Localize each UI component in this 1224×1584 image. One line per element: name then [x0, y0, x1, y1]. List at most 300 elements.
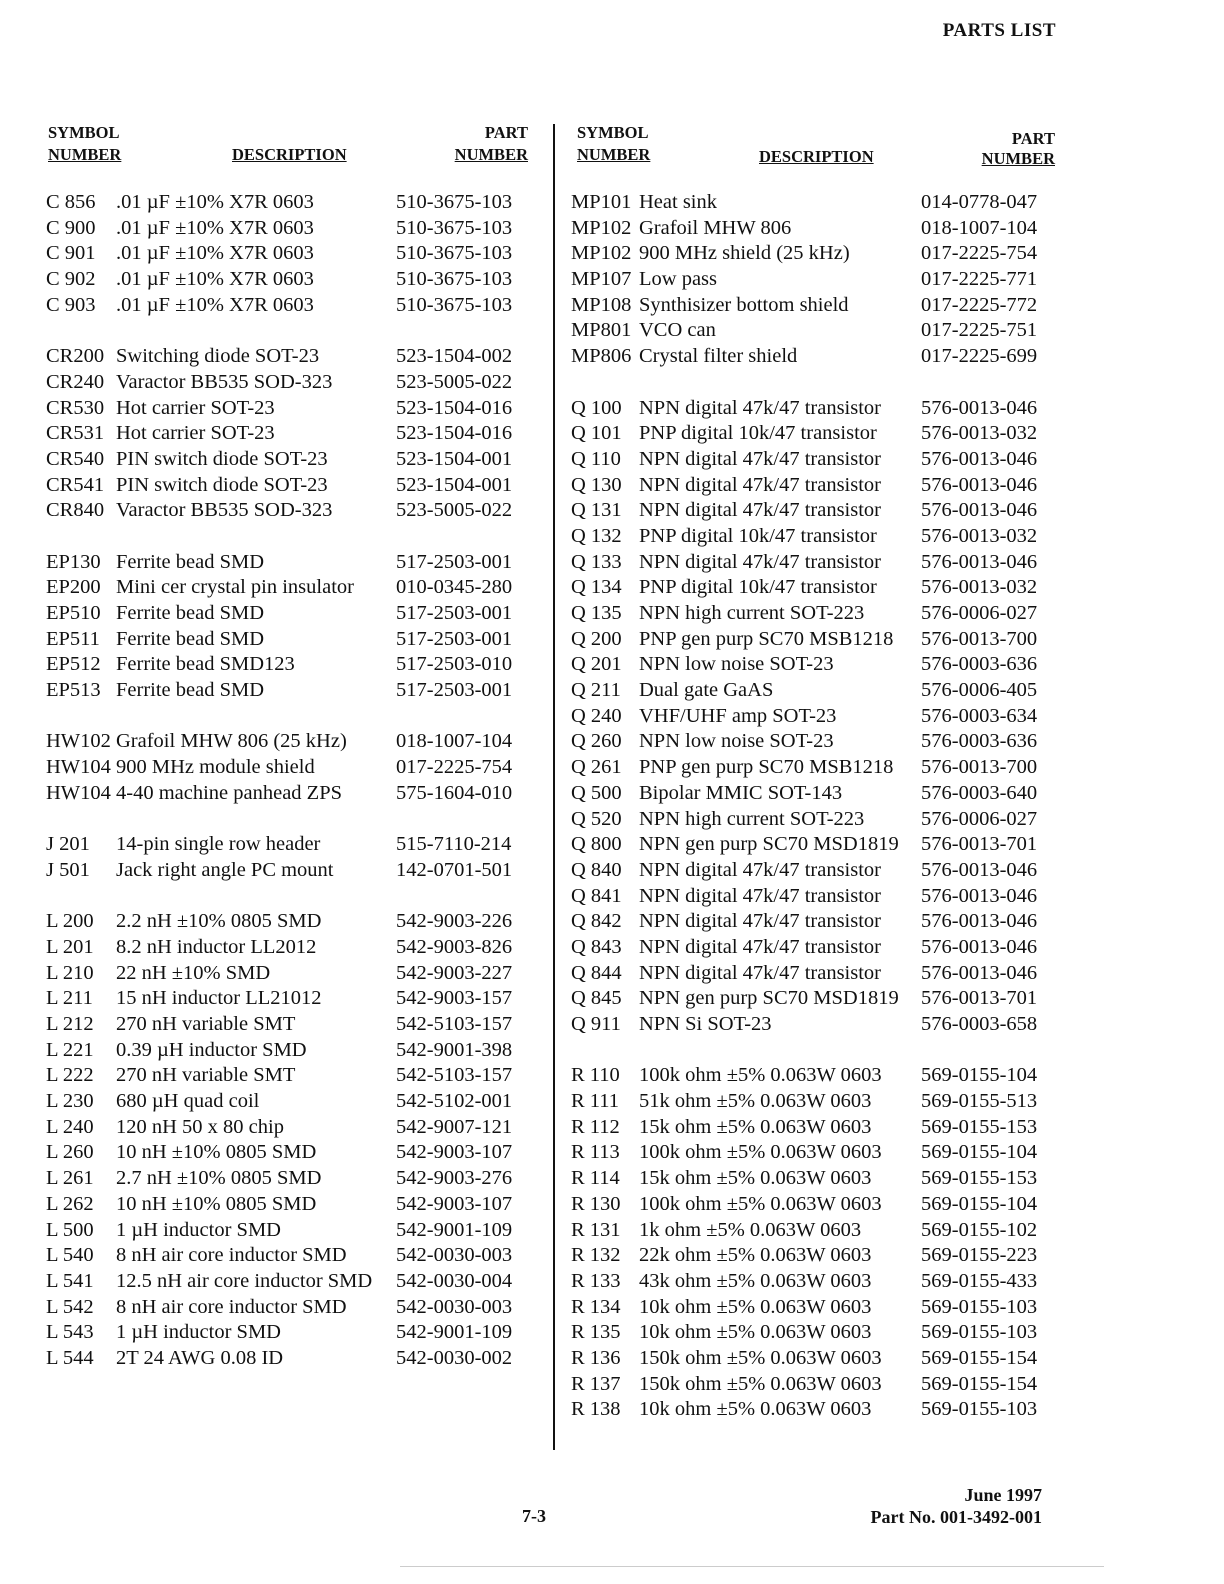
part-row [563, 267, 1063, 293]
part-row [563, 704, 1063, 730]
symbol-number: MP102 [571, 216, 632, 239]
part-row [40, 1218, 532, 1244]
part-number: 569-0155-153 [921, 1167, 1038, 1190]
part-description: 8.2 nH inductor LL2012 [116, 935, 317, 958]
part-number: 010-0345-280 [396, 576, 513, 599]
symbol-number: C 856 [46, 191, 96, 213]
part-description: 2T 24 AWG 0.08 ID [116, 1346, 284, 1369]
part-number: 576-0003-658 [921, 1013, 1038, 1035]
symbol-number: CR531 [46, 422, 105, 445]
part-number: 542-9001-109 [396, 1218, 513, 1241]
part-number: 569-0155-433 [921, 1269, 1038, 1292]
symbol-number: Q 130 [571, 473, 622, 496]
symbol-number: Q 840 [571, 858, 622, 881]
symbol-number: Q 261 [571, 756, 622, 779]
part-description: NPN Si SOT-23 [639, 1013, 772, 1035]
symbol-number: C 900 [46, 216, 96, 239]
part-description: 0.39 µH inductor SMD [116, 1038, 307, 1061]
part-row [40, 729, 532, 755]
part-number: 576-0013-700 [921, 627, 1038, 650]
part-number: 569-0155-154 [921, 1372, 1038, 1395]
part-row [563, 1218, 1063, 1244]
part-number: 569-0155-513 [921, 1090, 1038, 1113]
part-description: PIN switch diode SOT-23 [116, 473, 328, 496]
part-description: Varactor BB535 SOD-323 [116, 499, 333, 522]
part-number: 523-5005-022 [396, 370, 513, 393]
part-row [563, 601, 1063, 627]
symbol-number: L 260 [46, 1141, 94, 1164]
symbol-number: Q 101 [571, 422, 622, 445]
part-description: 51k ohm ±5% 0.063W 0603 [639, 1090, 872, 1113]
part-description: 22k ohm ±5% 0.063W 0603 [639, 1244, 872, 1267]
footer-part-number: Part No. 001-3492-001 [870, 1507, 1042, 1527]
symbol-number: EP130 [46, 550, 101, 573]
symbol-number: MP107 [571, 268, 632, 291]
symbol-number: R 111 [571, 1090, 620, 1113]
symbol-number: Q 800 [571, 833, 622, 856]
part-row [40, 832, 532, 858]
part-description: PNP gen purp SC70 MSB1218 [639, 756, 894, 779]
symbol-number: L 222 [46, 1064, 94, 1087]
symbol-number: Q 500 [571, 781, 622, 804]
column-header [563, 118, 1063, 180]
symbol-number: Q 135 [571, 602, 622, 624]
part-row [40, 678, 532, 704]
part-description: .01 µF ±10% X7R 0603 [116, 216, 314, 239]
symbol-number: Q 110 [571, 447, 621, 470]
part-row [40, 575, 532, 601]
part-number: 510-3675-103 [396, 191, 513, 213]
part-number: 542-0030-003 [396, 1295, 513, 1318]
part-number: 018-1007-104 [396, 730, 513, 753]
part-description: Ferrite bead SMD [116, 550, 265, 573]
part-number: 576-0013-701 [921, 987, 1038, 1010]
part-row [40, 1063, 532, 1089]
part-row [563, 781, 1063, 807]
part-header-bottom-text: NUMBER [454, 145, 528, 164]
symbol-header-top: SYMBOL [48, 123, 120, 142]
part-description: Hot carrier SOT-23 [116, 396, 275, 419]
symbol-number: C 902 [46, 268, 96, 291]
part-description: PNP gen purp SC70 MSB1218 [639, 627, 894, 650]
symbol-number: Q 201 [571, 653, 622, 676]
symbol-number: EP511 [46, 627, 100, 650]
column-divider [553, 124, 555, 1450]
symbol-number: EP200 [46, 576, 101, 599]
part-description: NPN high current SOT-223 [639, 807, 865, 830]
symbol-number: R 135 [571, 1321, 621, 1344]
part-row [563, 293, 1063, 319]
part-row [563, 1372, 1063, 1398]
part-description: Low pass [639, 268, 718, 291]
part-number: 523-1504-016 [396, 422, 513, 445]
part-number: 576-0013-046 [921, 910, 1038, 933]
part-description: .01 µF ±10% X7R 0603 [116, 293, 314, 316]
part-number: 517-2503-001 [396, 679, 513, 702]
symbol-number: CR540 [46, 447, 105, 470]
part-description: Ferrite bead SMD [116, 602, 265, 624]
part-row [40, 473, 532, 499]
symbol-number: L 221 [46, 1038, 94, 1061]
symbol-number: R 110 [571, 1064, 620, 1087]
part-number: 523-1504-002 [396, 345, 513, 368]
symbol-number: MP102 [571, 242, 632, 265]
part-number: 542-5103-157 [396, 1013, 513, 1035]
symbol-number: R 137 [571, 1372, 621, 1395]
part-row [563, 575, 1063, 601]
part-row [563, 935, 1063, 961]
symbol-number: L 200 [46, 910, 94, 933]
part-number: 569-0155-154 [921, 1346, 1038, 1369]
part-row [40, 396, 532, 422]
part-description: Grafoil MHW 806 (25 kHz) [116, 730, 347, 753]
description-header-text: DESCRIPTION [232, 145, 347, 164]
part-description: NPN digital 47k/47 transistor [639, 499, 882, 522]
part-number: 542-9003-107 [396, 1141, 513, 1164]
page-title: PARTS LIST [942, 20, 1056, 41]
part-description: 10k ohm ±5% 0.063W 0603 [639, 1295, 872, 1318]
part-row [563, 909, 1063, 935]
part-number: 523-1504-001 [396, 447, 513, 470]
part-header-bottom [455, 144, 528, 165]
part-row [563, 858, 1063, 884]
symbol-number: HW104 [46, 781, 111, 804]
part-number: 523-1504-016 [396, 396, 513, 419]
part-description: NPN digital 47k/47 transistor [639, 550, 882, 573]
part-number: 576-0013-701 [921, 833, 1038, 856]
part-row [40, 1346, 532, 1372]
part-description: 8 nH air core inductor SMD [116, 1244, 347, 1267]
part-number: 569-0155-103 [921, 1321, 1038, 1344]
part-row [40, 1269, 532, 1295]
symbol-number: Q 132 [571, 524, 622, 547]
part-number: 542-9003-276 [396, 1167, 513, 1190]
part-row [563, 986, 1063, 1012]
symbol-number: R 133 [571, 1269, 621, 1292]
symbol-number: Q 843 [571, 935, 622, 958]
part-description: 10k ohm ±5% 0.063W 0603 [639, 1321, 872, 1344]
section-spacer [563, 370, 1063, 396]
part-row [40, 1295, 532, 1321]
part-row [40, 1140, 532, 1166]
symbol-number: L 500 [46, 1218, 94, 1241]
symbol-number: Q 842 [571, 910, 622, 933]
part-number: 517-2503-001 [396, 602, 513, 624]
part-row [563, 807, 1063, 833]
part-row [40, 447, 532, 473]
part-row [40, 1038, 532, 1064]
part-number: 569-0155-102 [921, 1218, 1038, 1241]
part-row [563, 1089, 1063, 1115]
part-number: 576-0013-032 [921, 576, 1038, 599]
part-description: Ferrite bead SMD [116, 627, 265, 650]
part-row [563, 318, 1063, 344]
part-number: 576-0013-046 [921, 499, 1038, 522]
part-description: 1k ohm ±5% 0.063W 0603 [639, 1218, 862, 1241]
symbol-number: CR530 [46, 396, 105, 419]
part-description: 1 µH inductor SMD [116, 1321, 281, 1344]
part-row [40, 1243, 532, 1269]
part-row [563, 498, 1063, 524]
part-description: VCO can [639, 319, 716, 342]
symbol-number: L 211 [46, 987, 93, 1010]
part-header-top: PART [1011, 129, 1055, 148]
symbol-number: R 131 [571, 1218, 621, 1241]
symbol-number: MP806 [571, 345, 632, 368]
symbol-number: L 543 [46, 1321, 94, 1344]
part-description: PNP digital 10k/47 transistor [639, 422, 877, 445]
part-row [40, 267, 532, 293]
part-row [40, 627, 532, 653]
symbol-number: CR541 [46, 473, 105, 496]
part-description: NPN gen purp SC70 MSD1819 [639, 833, 899, 856]
part-number: 515-7110-214 [396, 833, 512, 856]
symbol-number: EP513 [46, 679, 101, 702]
part-description: 100k ohm ±5% 0.063W 0603 [639, 1141, 882, 1164]
part-row [40, 241, 532, 267]
symbol-number: Q 260 [571, 730, 622, 753]
section-spacer [563, 1038, 1063, 1064]
symbol-number: L 261 [46, 1167, 94, 1190]
part-number: 576-0013-046 [921, 447, 1038, 470]
part-row [40, 1089, 532, 1115]
part-description: Mini cer crystal pin insulator [116, 576, 354, 599]
part-row [40, 344, 532, 370]
symbol-number: R 112 [571, 1115, 620, 1138]
part-number: 542-5102-001 [396, 1090, 513, 1113]
symbol-number: Q 845 [571, 987, 622, 1010]
symbol-number: L 541 [46, 1269, 94, 1292]
part-row [563, 961, 1063, 987]
part-number: 523-5005-022 [396, 499, 513, 522]
part-number: 542-9007-121 [396, 1115, 513, 1138]
symbol-number: R 114 [571, 1167, 620, 1190]
part-number: 018-1007-104 [921, 216, 1038, 239]
part-row [563, 1397, 1063, 1423]
part-number: 017-2225-771 [921, 268, 1038, 291]
part-number: 569-0155-103 [921, 1398, 1038, 1421]
part-row [40, 1115, 532, 1141]
part-number: 575-1604-010 [396, 781, 513, 804]
part-number: 569-0155-103 [921, 1295, 1038, 1318]
part-number: 523-1504-001 [396, 473, 513, 496]
parts-column-left [40, 118, 532, 1372]
part-number: 569-0155-104 [921, 1064, 1038, 1087]
symbol-number: Q 844 [571, 961, 622, 984]
symbol-number: MP101 [571, 191, 632, 213]
symbol-number: R 130 [571, 1192, 621, 1215]
part-row [563, 1295, 1063, 1321]
part-number: 542-9001-109 [396, 1321, 513, 1344]
part-description: 15 nH inductor LL21012 [116, 987, 322, 1010]
part-number: 569-0155-104 [921, 1192, 1038, 1215]
part-row [40, 421, 532, 447]
part-row [40, 1166, 532, 1192]
symbol-number: Q 131 [571, 499, 622, 522]
part-number: 517-2503-001 [396, 550, 513, 573]
part-description: 10 nH ±10% 0805 SMD [116, 1141, 317, 1164]
part-number: 017-2225-754 [921, 242, 1038, 265]
symbol-number: Q 100 [571, 396, 622, 419]
part-row [563, 627, 1063, 653]
part-description: NPN low noise SOT-23 [639, 730, 834, 753]
part-header-bottom [982, 148, 1055, 169]
part-number: 576-0013-032 [921, 422, 1038, 445]
part-number: 542-5103-157 [396, 1064, 513, 1087]
part-number: 510-3675-103 [396, 268, 513, 291]
symbol-number: EP512 [46, 653, 101, 676]
part-row [40, 909, 532, 935]
part-row [563, 1166, 1063, 1192]
part-description: NPN digital 47k/47 transistor [639, 396, 882, 419]
symbol-header-bottom [577, 144, 650, 165]
part-number: 576-0013-046 [921, 473, 1038, 496]
footer-date: June 1997 [964, 1485, 1042, 1505]
part-description: 4-40 machine panhead ZPS [116, 781, 343, 804]
section-spacer [40, 884, 532, 910]
symbol-number: Q 200 [571, 627, 622, 650]
part-number: 542-0030-002 [396, 1346, 513, 1369]
part-row [563, 447, 1063, 473]
symbol-number: CR200 [46, 345, 105, 368]
part-number: 576-0013-046 [921, 884, 1038, 907]
part-description: NPN digital 47k/47 transistor [639, 884, 882, 907]
part-row [563, 1063, 1063, 1089]
symbol-number: J 201 [46, 833, 90, 856]
part-row [40, 1012, 532, 1038]
part-number: 542-9003-826 [396, 935, 513, 958]
part-description: 8 nH air core inductor SMD [116, 1295, 347, 1318]
part-description: 2.2 nH ±10% 0805 SMD [116, 910, 322, 933]
part-description: Grafoil MHW 806 [639, 216, 792, 239]
description-header [759, 146, 874, 167]
part-row [563, 241, 1063, 267]
part-description: 680 µH quad coil [116, 1090, 260, 1113]
part-description: 1 µH inductor SMD [116, 1218, 281, 1241]
part-row [563, 678, 1063, 704]
part-description: PNP digital 10k/47 transistor [639, 576, 877, 599]
part-row [563, 729, 1063, 755]
part-row [563, 524, 1063, 550]
section-spacer [40, 318, 532, 344]
section-spacer [40, 807, 532, 833]
part-row [40, 498, 532, 524]
symbol-number: C 901 [46, 242, 96, 265]
symbol-number: Q 211 [571, 679, 621, 702]
symbol-number: Q 841 [571, 884, 622, 907]
symbol-number: R 136 [571, 1346, 621, 1369]
part-row [40, 1320, 532, 1346]
part-number: 017-2225-754 [396, 756, 513, 779]
part-row [40, 370, 532, 396]
part-number: 517-2503-010 [396, 653, 513, 676]
part-number: 014-0778-047 [921, 191, 1038, 213]
part-description: 10 nH ±10% 0805 SMD [116, 1192, 317, 1215]
part-row [563, 421, 1063, 447]
part-row [563, 1115, 1063, 1141]
part-number: 510-3675-103 [396, 242, 513, 265]
symbol-number: L 212 [46, 1013, 94, 1035]
part-row [40, 293, 532, 319]
part-row [40, 652, 532, 678]
parts-list-right [563, 190, 1063, 1423]
part-row [563, 652, 1063, 678]
part-description: 100k ohm ±5% 0.063W 0603 [639, 1064, 882, 1087]
symbol-number: Q 133 [571, 550, 622, 573]
part-row [563, 473, 1063, 499]
symbol-number: L 201 [46, 935, 94, 958]
part-number: 542-0030-004 [396, 1269, 513, 1292]
part-number: 576-0013-046 [921, 961, 1038, 984]
symbol-number: C 903 [46, 293, 96, 316]
part-description: 12.5 nH air core inductor SMD [116, 1269, 373, 1292]
symbol-number: L 210 [46, 961, 94, 984]
part-description: Ferrite bead SMD [116, 679, 265, 702]
symbol-number: HW104 [46, 756, 111, 779]
part-number: 576-0013-032 [921, 524, 1038, 547]
symbol-number: R 132 [571, 1244, 621, 1267]
part-header-bottom-text: NUMBER [981, 149, 1055, 168]
part-row [563, 755, 1063, 781]
symbol-number: L 540 [46, 1244, 94, 1267]
part-row [563, 884, 1063, 910]
part-number: 576-0013-046 [921, 935, 1038, 958]
part-row [40, 961, 532, 987]
part-row [40, 781, 532, 807]
part-row [563, 1140, 1063, 1166]
part-number: 017-2225-699 [921, 345, 1038, 368]
parts-column-right [563, 118, 1063, 1423]
part-description: NPN digital 47k/47 transistor [639, 910, 882, 933]
symbol-number: J 501 [46, 858, 90, 881]
part-description: 15k ohm ±5% 0.063W 0603 [639, 1167, 872, 1190]
part-description: NPN gen purp SC70 MSD1819 [639, 987, 899, 1010]
symbol-number: Q 134 [571, 576, 622, 599]
part-number: 576-0003-636 [921, 653, 1038, 676]
symbol-header-bottom-text: NUMBER [577, 145, 651, 164]
part-description: 15k ohm ±5% 0.063W 0603 [639, 1115, 872, 1138]
part-description: .01 µF ±10% X7R 0603 [116, 268, 314, 291]
part-description: NPN digital 47k/47 transistor [639, 961, 882, 984]
part-number: 576-0003-640 [921, 781, 1038, 804]
part-row [40, 1192, 532, 1218]
part-description: 270 nH variable SMT [116, 1013, 296, 1035]
part-number: 576-0013-046 [921, 396, 1038, 419]
description-header-text: DESCRIPTION [759, 147, 874, 166]
part-row [563, 216, 1063, 242]
part-description: Dual gate GaAS [639, 679, 774, 702]
part-description: 10k ohm ±5% 0.063W 0603 [639, 1398, 872, 1421]
part-number: 542-9001-398 [396, 1038, 513, 1061]
part-number: 510-3675-103 [396, 216, 513, 239]
part-number: 576-0013-046 [921, 550, 1038, 573]
part-row [40, 755, 532, 781]
part-description: 900 MHz shield (25 kHz) [639, 242, 850, 265]
part-number: 542-9003-226 [396, 910, 513, 933]
page-number: 7-3 [522, 1506, 546, 1526]
part-number: 576-0003-634 [921, 704, 1038, 727]
part-description: 270 nH variable SMT [116, 1064, 296, 1087]
part-number: 576-0006-027 [921, 807, 1038, 830]
symbol-number: L 230 [46, 1090, 94, 1113]
symbol-number: CR840 [46, 499, 105, 522]
column-header [40, 118, 532, 180]
part-row [563, 1269, 1063, 1295]
symbol-header-bottom-text: NUMBER [48, 145, 122, 164]
symbol-number: MP801 [571, 319, 632, 342]
section-spacer [40, 524, 532, 550]
symbol-number: L 240 [46, 1115, 94, 1138]
